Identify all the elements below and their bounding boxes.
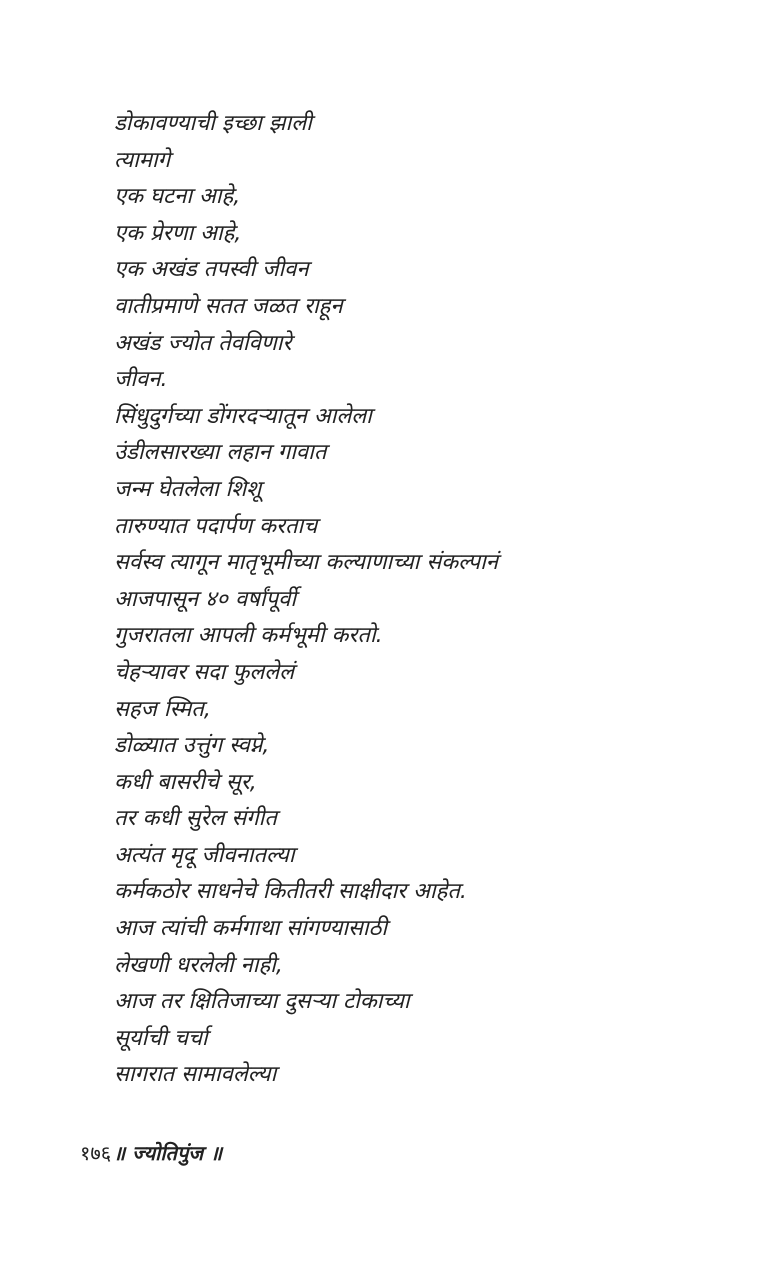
poem-line: सिंधुदुर्गच्या डोंगरदऱ्यातून आलेला xyxy=(114,403,372,429)
poem-line: अत्यंत मृदू जीवनातल्या xyxy=(114,842,295,868)
poem-line: एक प्रेरणा आहे, xyxy=(114,220,242,246)
poem-line: लेखणी धरलेली नाही, xyxy=(114,952,283,978)
poem-line: अखंड ज्योत तेवविणारे xyxy=(114,330,292,356)
poem-line: वातीप्रमाणे सतत जळत राहून xyxy=(114,293,343,319)
poem-line: त्यामागे xyxy=(114,147,171,173)
poem-line: सहज स्मित, xyxy=(114,696,211,722)
poem-line: एक अखंड तपस्वी जीवन xyxy=(114,257,309,283)
poem-line: डोकावण्याची इच्छा झाली xyxy=(114,111,312,136)
poem-line: एक घटना आहे, xyxy=(114,184,241,210)
poem-line: आज त्यांची कर्मगाथा सांगण्यासाठी xyxy=(114,916,388,942)
poem-line: आजपासून ४० वर्षांपूर्वी xyxy=(114,586,297,612)
poem-line: आज तर क्षितिजाच्या दुसऱ्या टोकाच्या xyxy=(114,989,410,1015)
poem-line: सूर्याची चर्चा xyxy=(114,1025,208,1051)
page-footer xyxy=(80,1133,222,1173)
poem-line: सर्वस्व त्यागून मातृभूमीच्या कल्याणाच्या संकल्पानं xyxy=(114,550,498,576)
page-number: १७६ xyxy=(80,1141,112,1165)
poem-line: डोळ्यात उत्तुंग स्वप्ने, xyxy=(114,733,270,759)
poem-line: तर कधी सुरेल संगीत xyxy=(114,806,277,832)
poem-line: कर्मकठोर साधनेचे कितीतरी साक्षीदार आहेत. xyxy=(114,879,467,905)
poem-text xyxy=(114,106,714,1094)
poem-line: कधी बासरीचे सूर, xyxy=(114,769,257,795)
poem-line: चेहऱ्यावर सदा फुललेलं xyxy=(114,659,295,685)
poem-line: तारुण्यात पदार्पण करताच xyxy=(114,513,318,539)
poem-line: उंडीलसारख्या लहान गावात xyxy=(114,440,327,466)
poem-line: सागरात सामावलेल्या xyxy=(114,1062,277,1088)
poem-line: गुजरातला आपली कर्मभूमी करतो. xyxy=(114,623,383,649)
book-title: ॥ ज्योतिपुंज ॥ xyxy=(113,1141,223,1165)
poem-line: जीवन. xyxy=(114,367,168,393)
poem-line: जन्म घेतलेला शिशू xyxy=(114,476,262,502)
